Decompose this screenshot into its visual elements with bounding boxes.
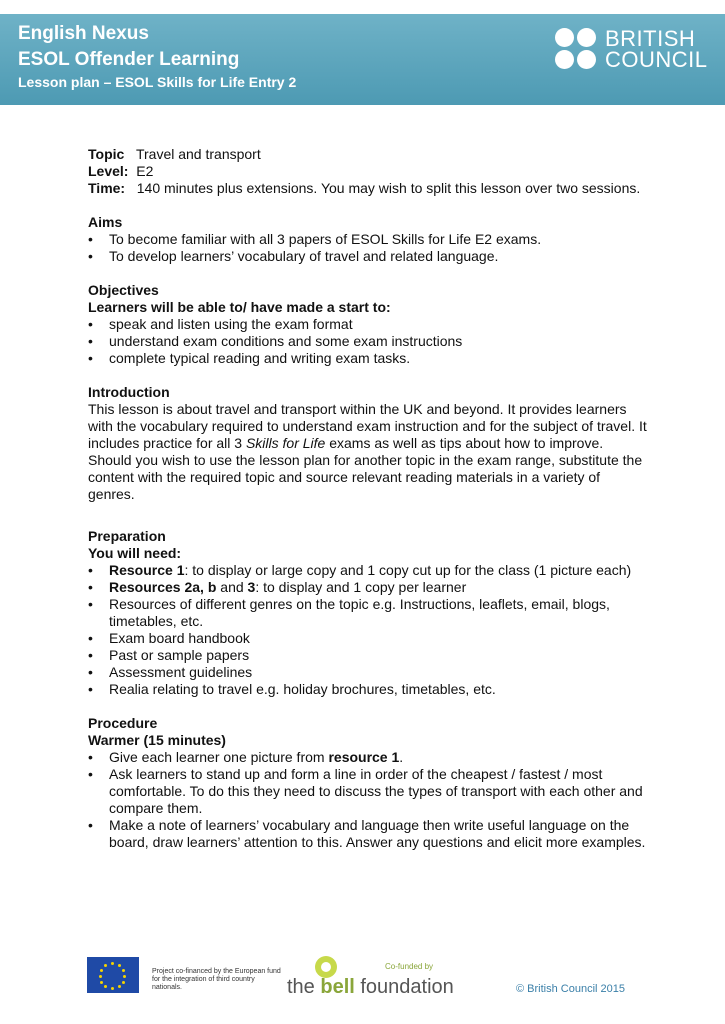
eu-flag-icon (87, 957, 139, 993)
topic-value: Travel and transport (135, 146, 261, 162)
procedure-item: • Give each learner one picture from resource 1. (88, 749, 648, 766)
time-label: Time: (88, 180, 126, 196)
british-council-wordmark: BRITISH COUNCIL (605, 26, 708, 72)
aims-heading: Aims (88, 214, 123, 230)
procedure-heading: Procedure (88, 715, 158, 731)
page-header (0, 14, 725, 105)
page-footer (0, 950, 725, 1010)
introduction-paragraph-1: This lesson is about travel and transport within the UK and beyond. It provides learners with the vocabulary required to understand exam instruction and for the subject of travel. It includes practice for all 3 Skills for Life exams as well as tips about how to improve. (88, 401, 647, 451)
bell-cofunded-label: Co-funded by (385, 962, 434, 971)
procedure-item: • Make a note of learners’ vocabulary and language then write useful language on the board, draw learners’ attention to this. Answer any questions and elicit more examples. (88, 817, 648, 851)
preparation-item: • Past or sample papers (88, 647, 648, 664)
level-value: E2 (136, 163, 154, 179)
introduction-section (88, 384, 648, 503)
preparation-item: • Exam board handbook (88, 630, 648, 647)
aims-section (88, 214, 648, 265)
bell-icon (315, 956, 337, 978)
copyright-notice: © British Council 2015 (516, 983, 625, 995)
british-council-logo (555, 26, 708, 72)
topic-label: Topic (88, 146, 125, 162)
aims-item: • To become familiar with all 3 papers of ESOL Skills for Life E2 exams. (88, 231, 648, 248)
british-council-dots-icon (555, 28, 599, 70)
objectives-subheading: Learners will be able to/ have made a start to: (88, 299, 391, 315)
introduction-heading: Introduction (88, 384, 170, 400)
level-label: Level: (88, 163, 129, 179)
procedure-item: • Ask learners to stand up and form a line in order of the cheapest / fastest / most comfortable. To do this they need to discuss the types of transport with each other and compare them. (88, 766, 648, 817)
header-title-english-nexus: English Nexus (18, 23, 149, 44)
procedure-subheading: Warmer (15 minutes) (88, 732, 226, 748)
preparation-item: • Assessment guidelines (88, 664, 648, 681)
bell-foundation-wordmark: the bell foundation (287, 976, 454, 998)
introduction-paragraph-2: Should you wish to use the lesson plan for another topic in the exam range, substitute the content with the required topic and source relevant reading materials in a variety of genres. (88, 452, 643, 502)
preparation-heading: Preparation (88, 528, 166, 544)
procedure-section (88, 715, 648, 851)
preparation-item: • Resources of different genres on the topic e.g. Instructions, leaflets, email, blogs, timetables, etc. (88, 596, 648, 630)
lesson-plan-body (88, 146, 648, 851)
header-subtitle-lesson-plan: Lesson plan – ESOL Skills for Life Entry 2 (18, 74, 297, 90)
header-title-esol: ESOL Offender Learning (18, 49, 240, 70)
objectives-item: • complete typical reading and writing exam tasks. (88, 350, 648, 367)
objectives-item: • understand exam conditions and some exam instructions (88, 333, 648, 350)
time-value: 140 minutes plus extensions. You may wish to split this lesson over two sessions. (136, 180, 641, 196)
preparation-item: • Resource 1: to display or large copy and 1 copy cut up for the class (1 picture each) (88, 562, 648, 579)
preparation-subheading: You will need: (88, 545, 182, 561)
objectives-heading: Objectives (88, 282, 159, 298)
objectives-section (88, 282, 648, 367)
eu-funding-note: Project co-financed by the European fund for the integration of third country nationals. (152, 968, 281, 991)
aims-item: • To develop learners’ vocabulary of travel and related language. (88, 248, 648, 265)
bell-foundation-logo (287, 954, 454, 1000)
preparation-item: • Realia relating to travel e.g. holiday brochures, timetables, etc. (88, 681, 648, 698)
objectives-item: • speak and listen using the exam format (88, 316, 648, 333)
meta-block (88, 146, 648, 197)
preparation-item: • Resources 2a, b and 3: to display and 1 copy per learner (88, 579, 648, 596)
preparation-section (88, 528, 648, 698)
